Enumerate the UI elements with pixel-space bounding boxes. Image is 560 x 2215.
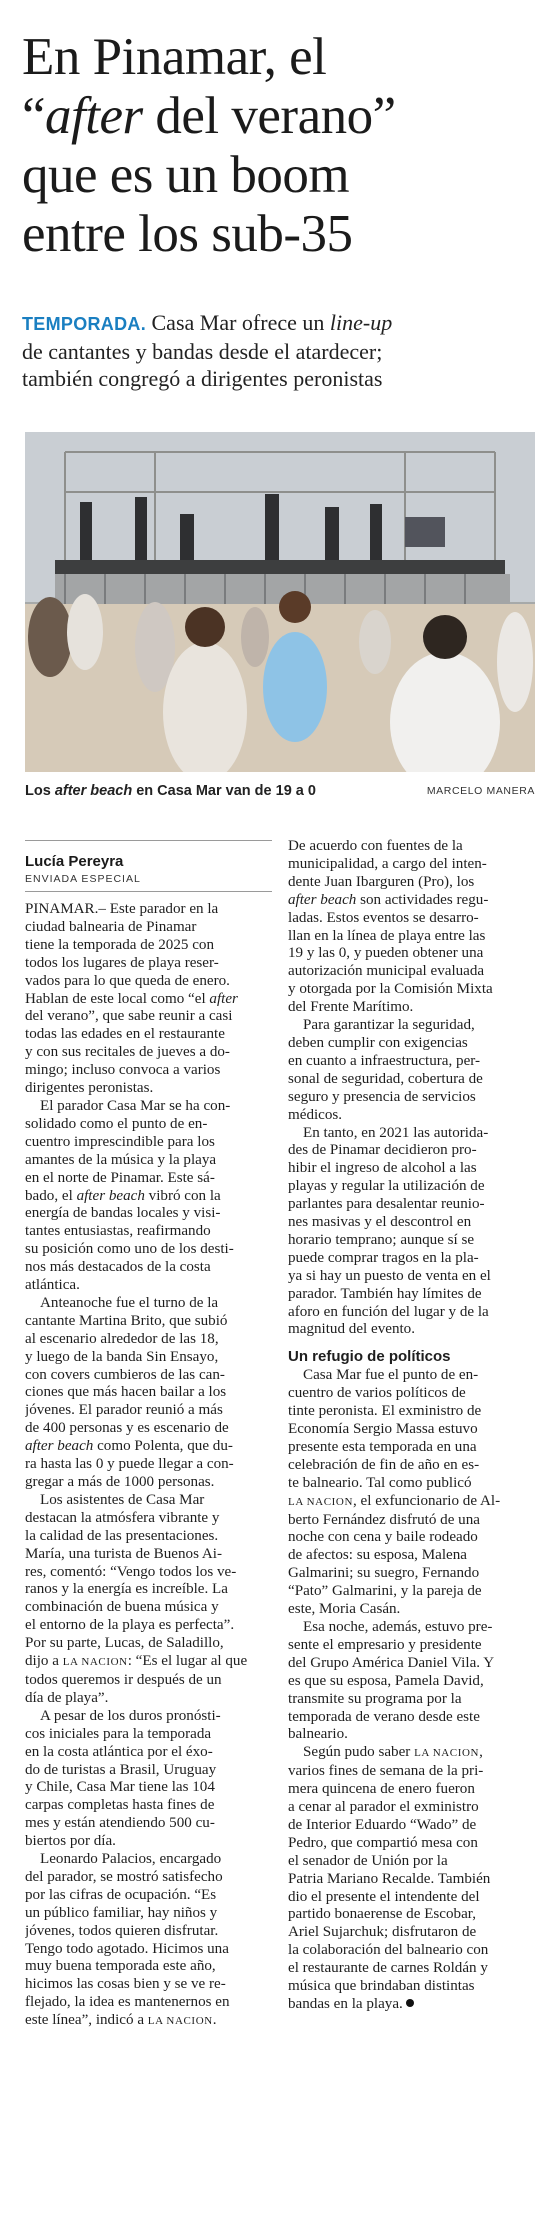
column-1-line: PINAMAR.– Este parador en la	[25, 901, 219, 917]
column-2	[288, 838, 538, 2014]
column-2-line: berto Fernández disfrutó de una	[288, 1511, 480, 1528]
column-2-line: del Frente Marítimo.	[288, 999, 414, 1016]
column-2-line: y otorgada por la Comisión Mixta	[288, 981, 493, 998]
column-2-line: varios fines de semana de la pri-	[288, 1763, 484, 1780]
beach-concert-photo	[25, 432, 535, 772]
byline-bottom-rule	[25, 891, 272, 892]
column-2-line: magnitud del evento.	[288, 1321, 416, 1338]
column-1-line: jóvenes. El parador reunió a más	[25, 1402, 223, 1419]
column-2-line: mera quincena de enero fueron	[288, 1781, 475, 1798]
column-2-line: celebración de fin de año en es-	[288, 1456, 480, 1473]
column-1-line: nos más destacados de la costa	[25, 1259, 211, 1276]
column-2-line: Esa noche, además, estuvo pre-	[303, 1618, 493, 1635]
column-1-line: Tengo todo agotado. Hicimos una	[25, 1940, 229, 1957]
column-2-line: Pedro, que compartió mesa con	[288, 1834, 478, 1851]
column-1-line: cuentro imprescindible para los	[25, 1133, 215, 1150]
column-2-line: parador. También hay límites de	[288, 1285, 482, 1302]
column-1-line: ranos y la energía es increíble. La	[25, 1581, 228, 1598]
column-1-line: al escenario alrededor de las 18,	[25, 1330, 219, 1347]
headline-italic: after	[45, 87, 143, 145]
column-1-line: hicimos las cosas bien y se ve re-	[25, 1976, 226, 1993]
column-1-line: amantes de la música y la playa	[25, 1151, 217, 1168]
column-2-line: del Grupo América Daniel Vila. Y	[288, 1654, 495, 1671]
column-2-line: des de Pinamar decidieron pro-	[288, 1142, 477, 1159]
column-2-line: el restaurante de carnes Roldán y	[288, 1960, 488, 1977]
column-1-line: tiene la temporada de 2025 con	[25, 936, 215, 953]
column-1-line: por las cifras de ocupación. “Es	[25, 1886, 217, 1903]
column-1-line: solidado como el punto de en-	[25, 1115, 208, 1132]
column-2-line: en cuanto a infraestructura, per-	[288, 1052, 481, 1069]
article-photo	[25, 432, 535, 772]
column-2-line: Economía Sergio Massa estuvo	[288, 1421, 478, 1437]
column-1-line: biertos por día.	[25, 1833, 116, 1850]
column-1-line: atlántica.	[25, 1277, 80, 1294]
headline-line-1: En Pinamar, el	[22, 28, 327, 86]
column-2-line: sente el empresario y presidente	[288, 1636, 482, 1653]
headline-line-2: “after del verano”	[22, 87, 396, 145]
column-2-line: ya si hay un puesto de venta en el	[288, 1267, 491, 1284]
column-2-line: temporada de verano desde este	[288, 1708, 480, 1725]
column-2-line: Casa Mar fue el punto de en-	[303, 1367, 479, 1384]
column-2-line: a cenar al parador el exministro	[288, 1799, 479, 1816]
column-1-line: en la costa atlántica por el éxo-	[25, 1743, 213, 1760]
column-1	[25, 901, 275, 2031]
author-name: Lucía Pereyra	[25, 853, 124, 870]
author-role: ENVIADA ESPECIAL	[25, 873, 141, 885]
column-1-line: todos queremos ir después de un	[25, 1671, 222, 1688]
column-1-line: el entorno de la playa es perfecta”.	[25, 1617, 235, 1634]
column-2-line: la colaboración del balneario con	[288, 1942, 489, 1959]
column-2-line: te balneario. Tal como publicó	[288, 1474, 472, 1491]
column-2-line: seguro y presencia de servicios	[288, 1088, 476, 1105]
column-2-line: Patria Mariano Recalde. También	[288, 1870, 491, 1887]
column-1-line: Anteanoche fue el turno de la	[40, 1294, 219, 1311]
column-1-line: dirigentes peronistas.	[25, 1080, 154, 1097]
deck: TEMPORADA. Casa Mar ofrece un line-up de cantantes y bandas desde el atardecer; también congregó a dirigentes peronistas	[22, 310, 393, 391]
column-2-line: de afectos: su esposa, Malena	[288, 1547, 467, 1564]
column-1-line: dijo a LA NACION: “Es el lugar al que	[25, 1653, 248, 1670]
column-1-line: gregar a más de 1000 personas.	[25, 1474, 215, 1490]
photo-caption: Los after beach en Casa Mar van de 19 a 0	[25, 783, 316, 799]
headline-line-3: que es un boom	[22, 146, 350, 204]
column-2-line: noche con cena y baile rodeado	[288, 1529, 478, 1546]
column-1-line: y luego de la banda Sin Ensayo,	[25, 1348, 219, 1365]
column-1-line: en el norte de Pinamar. Este sá-	[25, 1169, 215, 1186]
column-1-line: muy buena temporada este año,	[25, 1958, 216, 1975]
column-1-line: mingo; incluso convoca a varios	[25, 1062, 221, 1079]
column-2-line: música que brindaban distintas	[288, 1978, 475, 1995]
column-1-line: cos iniciales para la temporada	[25, 1725, 212, 1742]
column-2-line: parlantes para desalentar reunio-	[288, 1196, 485, 1213]
column-1-line: de 400 personas y es escenario de	[25, 1420, 229, 1437]
column-2-line: “Pato” Galmarini, y la pareja de	[288, 1583, 482, 1600]
column-2-line: llan en la línea de playa entre las	[288, 927, 486, 944]
column-1-line: Los asistentes de Casa Mar	[40, 1491, 205, 1508]
column-2-line: horario temprano; aunque sí se	[288, 1231, 475, 1248]
column-2-line: nes masivas y el descontrol en	[288, 1214, 472, 1231]
column-2-line: Según pudo saber LA NACION,	[303, 1744, 483, 1761]
column-2-line: En tanto, en 2021 las autorida-	[303, 1124, 489, 1141]
column-2-line: presente esta temporada en una	[288, 1438, 477, 1455]
column-1-line: Por su parte, Lucas, de Saladillo,	[25, 1635, 224, 1652]
column-2-line: dio el presente el intendente del	[288, 1888, 480, 1905]
column-1-line: res, comentó: “Vengo todos los ve-	[25, 1563, 237, 1580]
column-2-line: médicos.	[288, 1106, 343, 1123]
column-1-line: con covers cumbieros de las can-	[25, 1366, 225, 1383]
column-1-line: El parador Casa Mar se ha con-	[40, 1097, 231, 1114]
column-1-line: flejado, la idea es mantenernos en	[25, 1994, 230, 2011]
column-2-line: transmite su programa por la	[288, 1690, 462, 1707]
column-1-line: Leonardo Palacios, encargado	[40, 1851, 222, 1868]
column-1-line: del verano”, que sabe reunir a casi	[25, 1008, 233, 1025]
headline-line-4: entre los sub-35	[22, 205, 353, 263]
column-1-line: y con sus recitales de jueves a do-	[25, 1044, 230, 1061]
column-2-line: partido bonaerense de Escobar,	[288, 1906, 476, 1923]
column-2-line: Para garantizar la seguridad,	[303, 1017, 475, 1034]
column-1-line: jóvenes, todos quieren disfrutar.	[25, 1922, 219, 1939]
column-2-line: LA NACION, el exfuncionario de Al-	[288, 1492, 501, 1509]
column-1-line: y Chile, Casa Mar tiene las 104	[25, 1779, 215, 1796]
column-2-line: de Interior Eduardo “Wado” de	[288, 1816, 477, 1833]
column-2-line: dente Juan Ibarguren (Pro), los	[288, 873, 475, 890]
column-1-line: vados para lo que queda de enero.	[25, 972, 230, 989]
column-1-line: combinación de buena música y	[25, 1599, 219, 1616]
column-1-line: día de playa”.	[25, 1689, 109, 1706]
column-1-line: ciones que más hacen bailar a los	[25, 1384, 227, 1401]
end-of-article-icon	[406, 1999, 414, 2007]
column-2-line: ladas. Estos eventos se desarro-	[288, 909, 479, 926]
column-1-line: todos los lugares de playa reser-	[25, 954, 219, 971]
column-2-line: hibir el ingreso de alcohol a las	[288, 1160, 477, 1177]
column-2-line: Ariel Sujarchuk; disfrutaron de	[288, 1924, 477, 1941]
column-2-line: De acuerdo con fuentes de la	[288, 838, 463, 854]
column-1-line: ra hasta las 0 y puede llegar a con-	[25, 1456, 234, 1473]
headline	[22, 28, 542, 264]
column-1-line: A pesar de los duros pronósti-	[40, 1707, 221, 1724]
column-2-line: el senador de Unión por la	[288, 1852, 448, 1869]
column-1-line: Hablan de este local como “el after	[25, 990, 238, 1007]
column-2-line: cuentro de varios políticos de	[288, 1385, 466, 1402]
column-1-line: María, una turista de Buenos Ai-	[25, 1545, 223, 1562]
column-1-line: ciudad balnearia de Pinamar	[25, 918, 197, 935]
column-1-line: carpas completas hasta fines de	[25, 1797, 215, 1814]
column-1-line: destacan la atmósfera vibrante y	[25, 1509, 220, 1526]
column-2-line: este, Moria Casán.	[288, 1601, 401, 1618]
column-2-line: municipalidad, a cargo del inten-	[288, 855, 487, 872]
column-2-line: 19 y las 0, y pueden obtener una	[288, 945, 484, 962]
column-2-line: autorización municipal evaluada	[288, 963, 485, 980]
column-1-line: un público familiar, hay niños y	[25, 1904, 218, 1921]
column-1-line: after beach como Polenta, que du-	[25, 1438, 233, 1455]
column-2-line: es que su esposa, Pamela David,	[288, 1672, 484, 1689]
column-2-line: Galmarini; su suegro, Fernando	[288, 1565, 480, 1582]
column-2-line: aforo en función del lugar y de la	[288, 1303, 489, 1320]
photo-credit: MARCELO MANERA	[426, 785, 535, 797]
column-2-line: balneario.	[288, 1726, 348, 1743]
column-1-line: mes y están atendiendo 500 cu-	[25, 1815, 215, 1832]
column-2-line: playas y regular la utilización de	[288, 1178, 485, 1195]
column-1-line: todas las edades en el restaurante	[25, 1026, 225, 1043]
column-2-line: bandas en la playa.	[288, 1996, 538, 2014]
column-1-line: cantante Martina Brito, que subió	[25, 1312, 228, 1329]
column-1-line: este línea”, indicó a LA NACION.	[25, 2012, 217, 2029]
column-2-line: tinte peronista. El exministro de	[288, 1403, 482, 1420]
column-2-line: deben cumplir con exigencias	[288, 1034, 468, 1051]
column-1-line: del parador, se mostró satisfecho	[25, 1868, 223, 1885]
subhead: Un refugio de políticos	[288, 1348, 451, 1366]
column-2-line: after beach son actividades regu-	[288, 891, 489, 908]
kicker: TEMPORADA.	[22, 314, 146, 334]
column-1-line: su posición como uno de los desti-	[25, 1241, 234, 1258]
column-2-line: sonal de seguridad, cobertura de	[288, 1070, 483, 1087]
column-1-line: bado, el after beach vibró con la	[25, 1187, 221, 1204]
column-2-line: puede comprar tragos en la pla-	[288, 1249, 479, 1266]
byline-rule	[25, 840, 272, 841]
column-1-line: energía de bandas locales y visi-	[25, 1205, 221, 1222]
column-1-line: la calidad de las presentaciones.	[25, 1527, 219, 1544]
column-1-line: tantes entusiastas, reafirmando	[25, 1223, 211, 1240]
column-1-line: do de turistas a Brasil, Uruguay	[25, 1761, 217, 1778]
